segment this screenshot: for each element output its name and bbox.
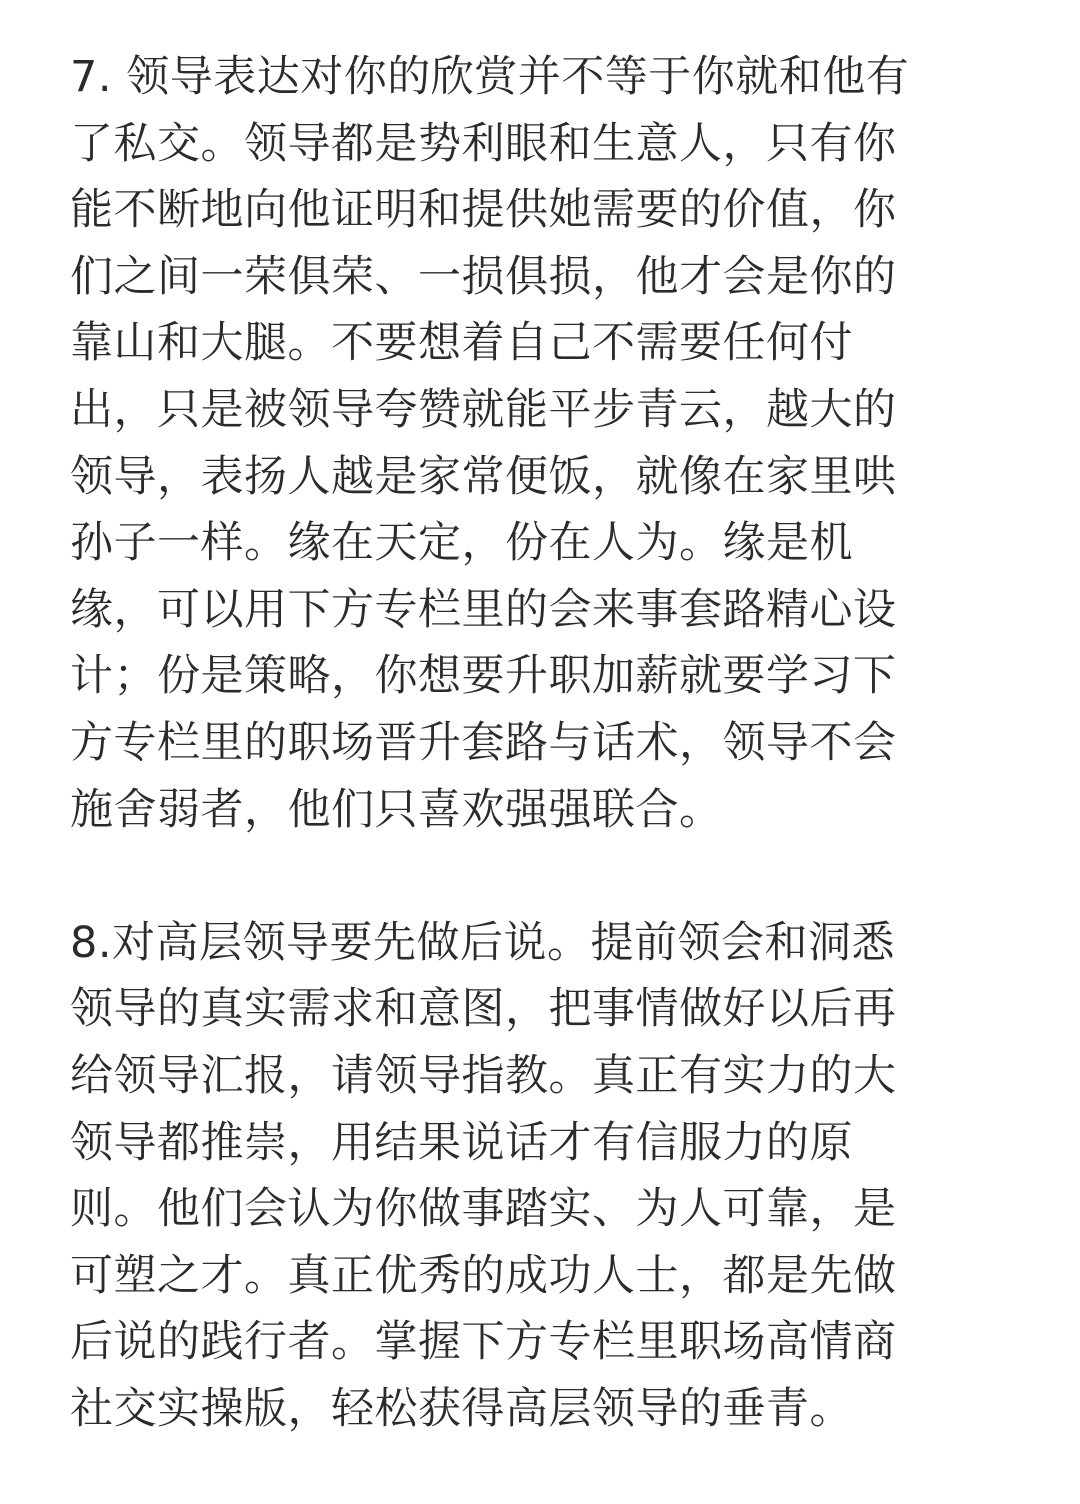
text-line: 后说的践行者。掌握下方专栏里职场高情商 <box>70 1317 897 1368</box>
paragraph-spacer <box>70 843 1010 910</box>
text-line: 出，只是被领导夸赞就能平步青云，越大的 <box>70 384 897 435</box>
text-line: 靠山和大腿。不要想着自己不需要任何付 <box>70 318 853 369</box>
text-line: 们之间一荣俱荣、一损俱损，他才会是你的 <box>70 251 897 302</box>
paragraph-8 <box>70 910 1010 1443</box>
text-line: 施舍弱者，他们只喜欢强强联合。 <box>70 784 723 835</box>
text-line: 缘，可以用下方专栏里的会来事套路精心设 <box>70 584 897 635</box>
text-line: 领导的真实需求和意图，把事情做好以后再 <box>70 984 897 1035</box>
text-line: 社交实操版，轻松获得高层领导的垂青。 <box>70 1383 853 1434</box>
text-line: 领导都推崇，用结果说话才有信服力的原 <box>70 1117 853 1168</box>
text-line: 了私交。领导都是势利眼和生意人，只有你 <box>70 118 897 169</box>
text-line: 7. 领导表达对你的欣赏并不等于你就和他有 <box>70 52 910 102</box>
text-line: 可塑之才。真正优秀的成功人士，都是先做 <box>70 1250 897 1301</box>
text-line: 方专栏里的职场晋升套路与话术，领导不会 <box>70 717 897 768</box>
text-line: 则。他们会认为你做事踏实、为人可靠，是 <box>70 1184 897 1235</box>
text-line: 计；份是策略，你想要升职加薪就要学习下 <box>70 651 897 702</box>
text-line: 孙子一样。缘在天定，份在人为。缘是机 <box>70 518 853 569</box>
text-line: 8.对高层领导要先做后说。提前领会和洞悉 <box>70 917 896 968</box>
text-line: 领导，表扬人越是家常便饭，就像在家里哄 <box>70 451 897 502</box>
text-line: 能不断地向他证明和提供她需要的价值，你 <box>70 185 897 236</box>
paragraph-7 <box>70 44 1010 843</box>
article-body <box>70 44 1010 1442</box>
text-line: 给领导汇报，请领导指教。真正有实力的大 <box>70 1050 897 1101</box>
